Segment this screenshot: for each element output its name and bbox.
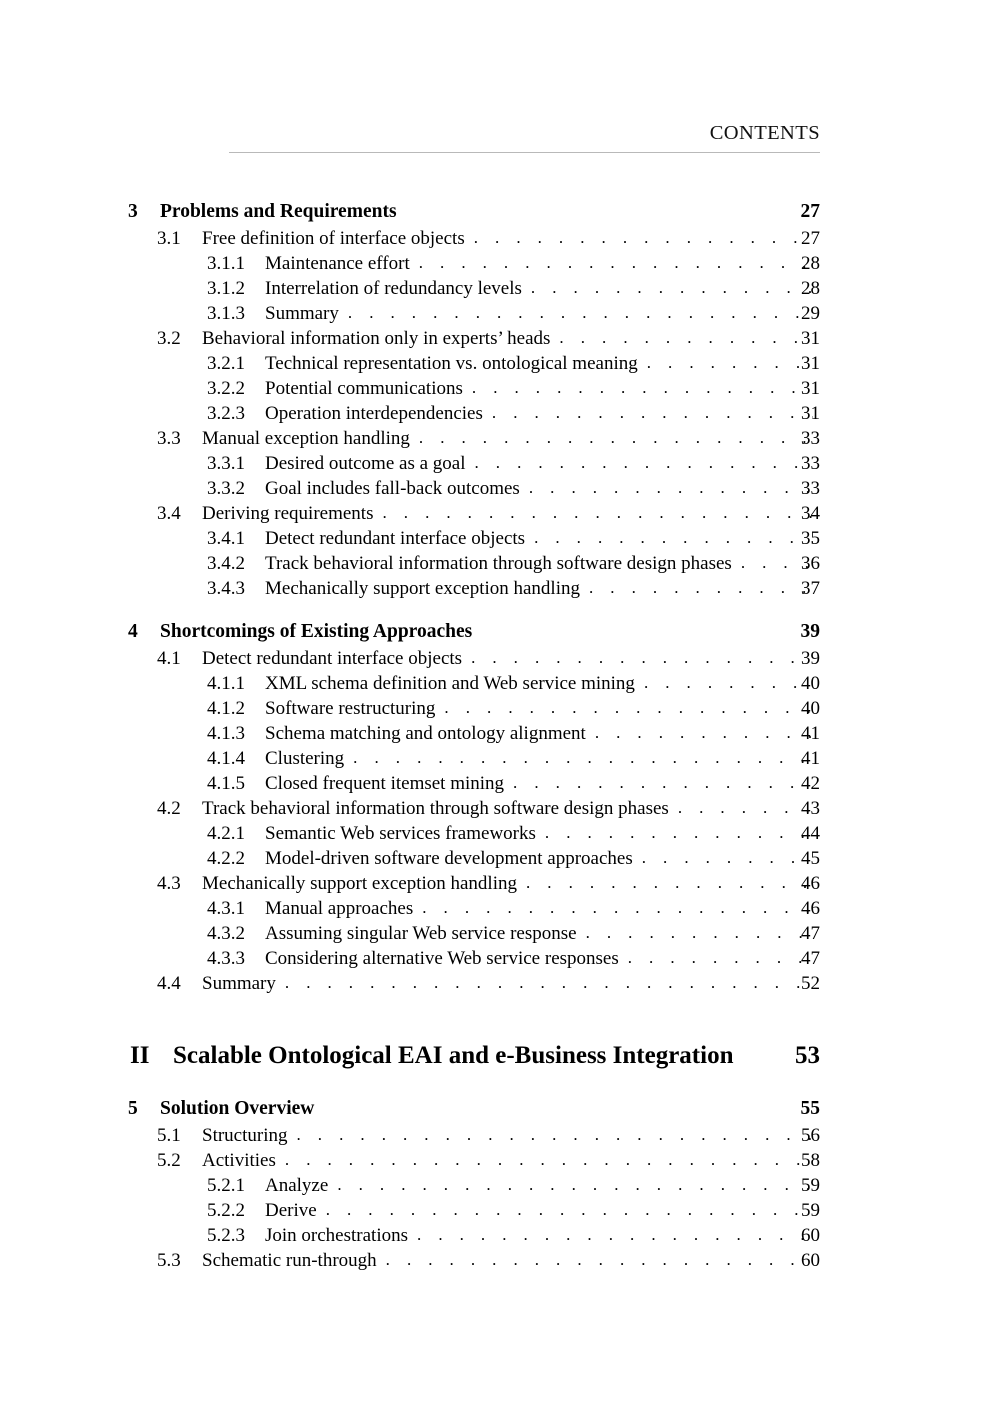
- toc-entry-5-2[interactable]: [0, 1150, 992, 1175]
- toc-entry-number: 3.4.2: [207, 553, 245, 574]
- toc-entry-page-number: 31: [801, 328, 820, 349]
- toc-entry-3-1-1[interactable]: [0, 253, 992, 278]
- toc-entry-title: Problems and Requirements: [160, 201, 397, 222]
- toc-entry-number: 5.1: [157, 1125, 181, 1146]
- toc-entry-page-number: 33: [801, 453, 820, 474]
- toc-entry-title: Track behavioral information through software design phases: [265, 553, 732, 574]
- toc-entry-page-number: 42: [801, 773, 820, 794]
- toc-entry-number: 4.1.2: [207, 698, 245, 719]
- toc-entry-number: 4.1.5: [207, 773, 245, 794]
- toc-entry-3-2-3[interactable]: [0, 403, 992, 428]
- toc-entry-5-2-3[interactable]: [0, 1225, 992, 1250]
- toc-entry-title: Join orchestrations: [265, 1225, 409, 1246]
- dot-leader: [471, 648, 813, 668]
- toc-entry-title: Summary: [265, 303, 339, 324]
- dot-leader: [545, 823, 813, 843]
- toc-entry-5-2-2[interactable]: [0, 1200, 992, 1225]
- toc-entry-3-3-2[interactable]: [0, 478, 992, 503]
- toc-entry-title: Maintenance effort: [265, 253, 410, 274]
- toc-entry-page-number: 46: [801, 898, 820, 919]
- toc-entry-number: 5.2.2: [207, 1200, 245, 1221]
- toc-entry-4-1-5[interactable]: [0, 773, 992, 798]
- toc-entry-page-number: 31: [801, 378, 820, 399]
- toc-entry-number: 3.1.1: [207, 253, 245, 274]
- toc-entry-title: Operation interdependencies: [265, 403, 483, 424]
- toc-entry-number: 5.3: [157, 1250, 181, 1271]
- toc-entry-4-1-4[interactable]: [0, 748, 992, 773]
- toc-entry-number: 3.4.3: [207, 578, 245, 599]
- toc-entry-title: Semantic Web services frameworks: [265, 823, 536, 844]
- toc-entry-4-1[interactable]: [0, 648, 992, 673]
- running-header-title: CONTENTS: [709, 122, 820, 144]
- toc-entry-page-number: 39: [800, 621, 820, 642]
- toc-entry-page-number: 55: [800, 1098, 820, 1119]
- toc-entry-title: Summary: [202, 973, 276, 994]
- toc-entry-number: 4.3.1: [207, 898, 245, 919]
- toc-entry-title: Mechanically support exception handling: [202, 873, 517, 894]
- toc-entry-number: 3.1.2: [207, 278, 245, 299]
- toc-entry-3-2-2[interactable]: [0, 378, 992, 403]
- dot-leader: [297, 1125, 814, 1145]
- toc-entry-3-1-3[interactable]: [0, 303, 992, 328]
- toc-entry-5-2-1[interactable]: [0, 1175, 992, 1200]
- toc-entry-number: 5.2: [157, 1150, 181, 1171]
- dot-leader: [474, 453, 813, 473]
- toc-entry-3-2[interactable]: [0, 328, 992, 353]
- toc-entry-3-3-1[interactable]: [0, 453, 992, 478]
- toc-entry-page-number: 56: [801, 1125, 820, 1146]
- toc-entry-4[interactable]: [0, 621, 992, 648]
- toc-entry-3-2-1[interactable]: [0, 353, 992, 378]
- toc-entry-title: Track behavioral information through software design phases: [202, 798, 669, 819]
- toc-entry-title: Mechanically support exception handling: [265, 578, 580, 599]
- toc-entry-title: Software restructuring: [265, 698, 436, 719]
- dot-leader: [474, 228, 813, 248]
- toc-entry-5-3[interactable]: [0, 1250, 992, 1275]
- dot-leader: [353, 748, 813, 768]
- toc-entry-title: Assuming singular Web service response: [265, 923, 577, 944]
- page-header: [229, 123, 820, 144]
- dot-leader: [382, 503, 813, 523]
- toc-entry-4-2[interactable]: [0, 798, 992, 823]
- toc-entry-5-1[interactable]: [0, 1125, 992, 1150]
- toc-entry-page-number: 47: [801, 923, 820, 944]
- toc-entry-title: Analyze: [265, 1175, 329, 1196]
- toc-entry-number: 5.2.1: [207, 1175, 245, 1196]
- dot-leader: [531, 278, 813, 298]
- toc-entry-page-number: 31: [801, 403, 820, 424]
- toc-entry-title: Scalable Ontological EAI and e-Business Integration: [173, 1042, 734, 1069]
- toc-entry-page-number: 35: [801, 528, 820, 549]
- toc-entry-3-4[interactable]: [0, 503, 992, 528]
- toc-entry-3-1[interactable]: [0, 228, 992, 253]
- toc-entry-number: 4.1: [157, 648, 181, 669]
- toc-entry-number: 4.2: [157, 798, 181, 819]
- toc-entry-page-number: 39: [801, 648, 820, 669]
- toc-entry-number: 3.1.3: [207, 303, 245, 324]
- dot-leader: [492, 403, 813, 423]
- toc-entry-3-4-2[interactable]: [0, 553, 992, 578]
- toc-entry-page-number: 28: [801, 278, 820, 299]
- dot-leader: [419, 428, 813, 448]
- toc-entry-number: 3.3.1: [207, 453, 245, 474]
- toc-entry-number: II: [130, 1042, 150, 1069]
- toc-entry-number: 4.1.1: [207, 673, 245, 694]
- toc-entry-page-number: 41: [801, 748, 820, 769]
- toc-entry-number: 3.3: [157, 428, 181, 449]
- toc-entry-number: 4.3: [157, 873, 181, 894]
- toc-entry-number: 4.2.2: [207, 848, 245, 869]
- toc-entry-number: 3.1: [157, 228, 181, 249]
- toc-entry-page-number: 58: [801, 1150, 820, 1171]
- dot-leader: [285, 1150, 813, 1170]
- toc-entry-title: Derive: [265, 1200, 317, 1221]
- toc-entry-title: Potential communications: [265, 378, 463, 399]
- toc-entry-page-number: 59: [801, 1175, 820, 1196]
- toc-entry-number: 3.4: [157, 503, 181, 524]
- toc-entry-page-number: 36: [801, 553, 820, 574]
- toc-entry-page-number: 27: [801, 228, 820, 249]
- dot-leader: [444, 698, 813, 718]
- toc-entry-4-3[interactable]: [0, 873, 992, 898]
- toc-entry-title: Manual exception handling: [202, 428, 410, 449]
- toc-entry-number: 3.2.2: [207, 378, 245, 399]
- toc-entry-page-number: 45: [801, 848, 820, 869]
- toc-entry-title: Activities: [202, 1150, 276, 1171]
- toc-entry-page-number: 60: [801, 1225, 820, 1246]
- toc-entry-number: 4.1.3: [207, 723, 245, 744]
- toc-entry-number: 3.2: [157, 328, 181, 349]
- toc-entry-II[interactable]: [0, 1042, 992, 1076]
- toc-entry-3-3[interactable]: [0, 428, 992, 453]
- toc-entry-number: 4.4: [157, 973, 181, 994]
- toc-entry-number: 5.2.3: [207, 1225, 245, 1246]
- dot-leader: [285, 973, 813, 993]
- toc-entry-3-4-3[interactable]: [0, 578, 992, 603]
- toc-entry-title: Deriving requirements: [202, 503, 374, 524]
- toc-entry-number: 3.3.2: [207, 478, 245, 499]
- toc-entry-page-number: 59: [801, 1200, 820, 1221]
- toc-entry-title: Considering alternative Web service responses: [265, 948, 619, 969]
- toc-entry-title: Structuring: [202, 1125, 288, 1146]
- dot-leader: [337, 1175, 813, 1195]
- toc-entry-page-number: 33: [801, 428, 820, 449]
- toc-entry-title: Technical representation vs. ontological meaning: [265, 353, 638, 374]
- toc-entry-title: Detect redundant interface objects: [265, 528, 526, 549]
- toc-entry-page-number: 33: [801, 478, 820, 499]
- toc-entry-title: Clustering: [265, 748, 345, 769]
- toc-entry-title: Manual approaches: [265, 898, 414, 919]
- toc-entry-page-number: 41: [801, 723, 820, 744]
- toc-entry-number: 3.4.1: [207, 528, 245, 549]
- toc-entry-4-1-2[interactable]: [0, 698, 992, 723]
- toc-entry-number: 3: [128, 201, 138, 222]
- toc-entry-4-3-3[interactable]: [0, 948, 992, 973]
- toc-entry-number: 4.3.3: [207, 948, 245, 969]
- toc-entry-3[interactable]: [0, 201, 992, 228]
- toc-entry-3-4-1[interactable]: [0, 528, 992, 553]
- toc-entry-4-2-1[interactable]: [0, 823, 992, 848]
- dot-leader: [386, 1250, 813, 1270]
- table-of-contents: [0, 183, 992, 1275]
- toc-entry-page-number: 34: [801, 503, 820, 524]
- toc-entry-number: 3.2.1: [207, 353, 245, 374]
- toc-entry-4-3-2[interactable]: [0, 923, 992, 948]
- toc-entry-4-1-1[interactable]: [0, 673, 992, 698]
- toc-entry-number: 4.3.2: [207, 923, 245, 944]
- toc-entry-3-1-2[interactable]: [0, 278, 992, 303]
- toc-entry-title: Schematic run-through: [202, 1250, 377, 1271]
- dot-leader: [586, 923, 813, 943]
- dot-leader: [422, 898, 813, 918]
- dot-leader: [417, 1225, 813, 1245]
- toc-entry-page-number: 37: [801, 578, 820, 599]
- dot-leader: [472, 378, 813, 398]
- toc-entry-page-number: 46: [801, 873, 820, 894]
- toc-entry-number: 4.1.4: [207, 748, 245, 769]
- toc-entry-title: Desired outcome as a goal: [265, 453, 466, 474]
- dot-leader: [526, 873, 813, 893]
- toc-entry-page-number: 53: [795, 1042, 820, 1069]
- dot-leader: [529, 478, 813, 498]
- dot-leader: [534, 528, 813, 548]
- toc-entry-title: Model-driven software development approaches: [265, 848, 633, 869]
- header-divider: [229, 152, 820, 153]
- toc-entry-title: Closed frequent itemset mining: [265, 773, 505, 794]
- toc-entry-page-number: 43: [801, 798, 820, 819]
- toc-entry-page-number: 52: [801, 973, 820, 994]
- toc-entry-page-number: 29: [801, 303, 820, 324]
- dot-leader: [559, 328, 813, 348]
- toc-entry-page-number: 44: [801, 823, 820, 844]
- toc-entry-number: 3.2.3: [207, 403, 245, 424]
- toc-entry-page-number: 31: [801, 353, 820, 374]
- toc-entry-title: Detect redundant interface objects: [202, 648, 463, 669]
- toc-entry-title: XML schema definition and Web service mining: [265, 673, 635, 694]
- toc-entry-number: 4: [128, 621, 138, 642]
- toc-entry-page-number: 40: [801, 673, 820, 694]
- toc-entry-4-4[interactable]: [0, 973, 992, 998]
- dot-leader: [326, 1200, 813, 1220]
- toc-entry-title: Interrelation of redundancy levels: [265, 278, 522, 299]
- toc-entry-page-number: 27: [800, 201, 820, 222]
- toc-entry-4-1-3[interactable]: [0, 723, 992, 748]
- dot-leader: [348, 303, 813, 323]
- toc-entry-title: Free definition of interface objects: [202, 228, 465, 249]
- dot-leader: [419, 253, 813, 273]
- toc-entry-4-3-1[interactable]: [0, 898, 992, 923]
- toc-entry-page-number: 47: [801, 948, 820, 969]
- toc-entry-title: Solution Overview: [160, 1098, 315, 1119]
- toc-entry-number: 4.2.1: [207, 823, 245, 844]
- toc-entry-page-number: 60: [801, 1250, 820, 1271]
- toc-entry-title: Goal includes fall-back outcomes: [265, 478, 520, 499]
- toc-entry-5[interactable]: [0, 1098, 992, 1125]
- toc-entry-title: Behavioral information only in experts’ heads: [202, 328, 551, 349]
- toc-entry-page-number: 40: [801, 698, 820, 719]
- toc-entry-page-number: 28: [801, 253, 820, 274]
- toc-entry-title: Shortcomings of Existing Approaches: [160, 621, 473, 642]
- toc-entry-4-2-2[interactable]: [0, 848, 992, 873]
- toc-entry-number: 5: [128, 1098, 138, 1119]
- dot-leader: [513, 773, 813, 793]
- toc-entry-title: Schema matching and ontology alignment: [265, 723, 586, 744]
